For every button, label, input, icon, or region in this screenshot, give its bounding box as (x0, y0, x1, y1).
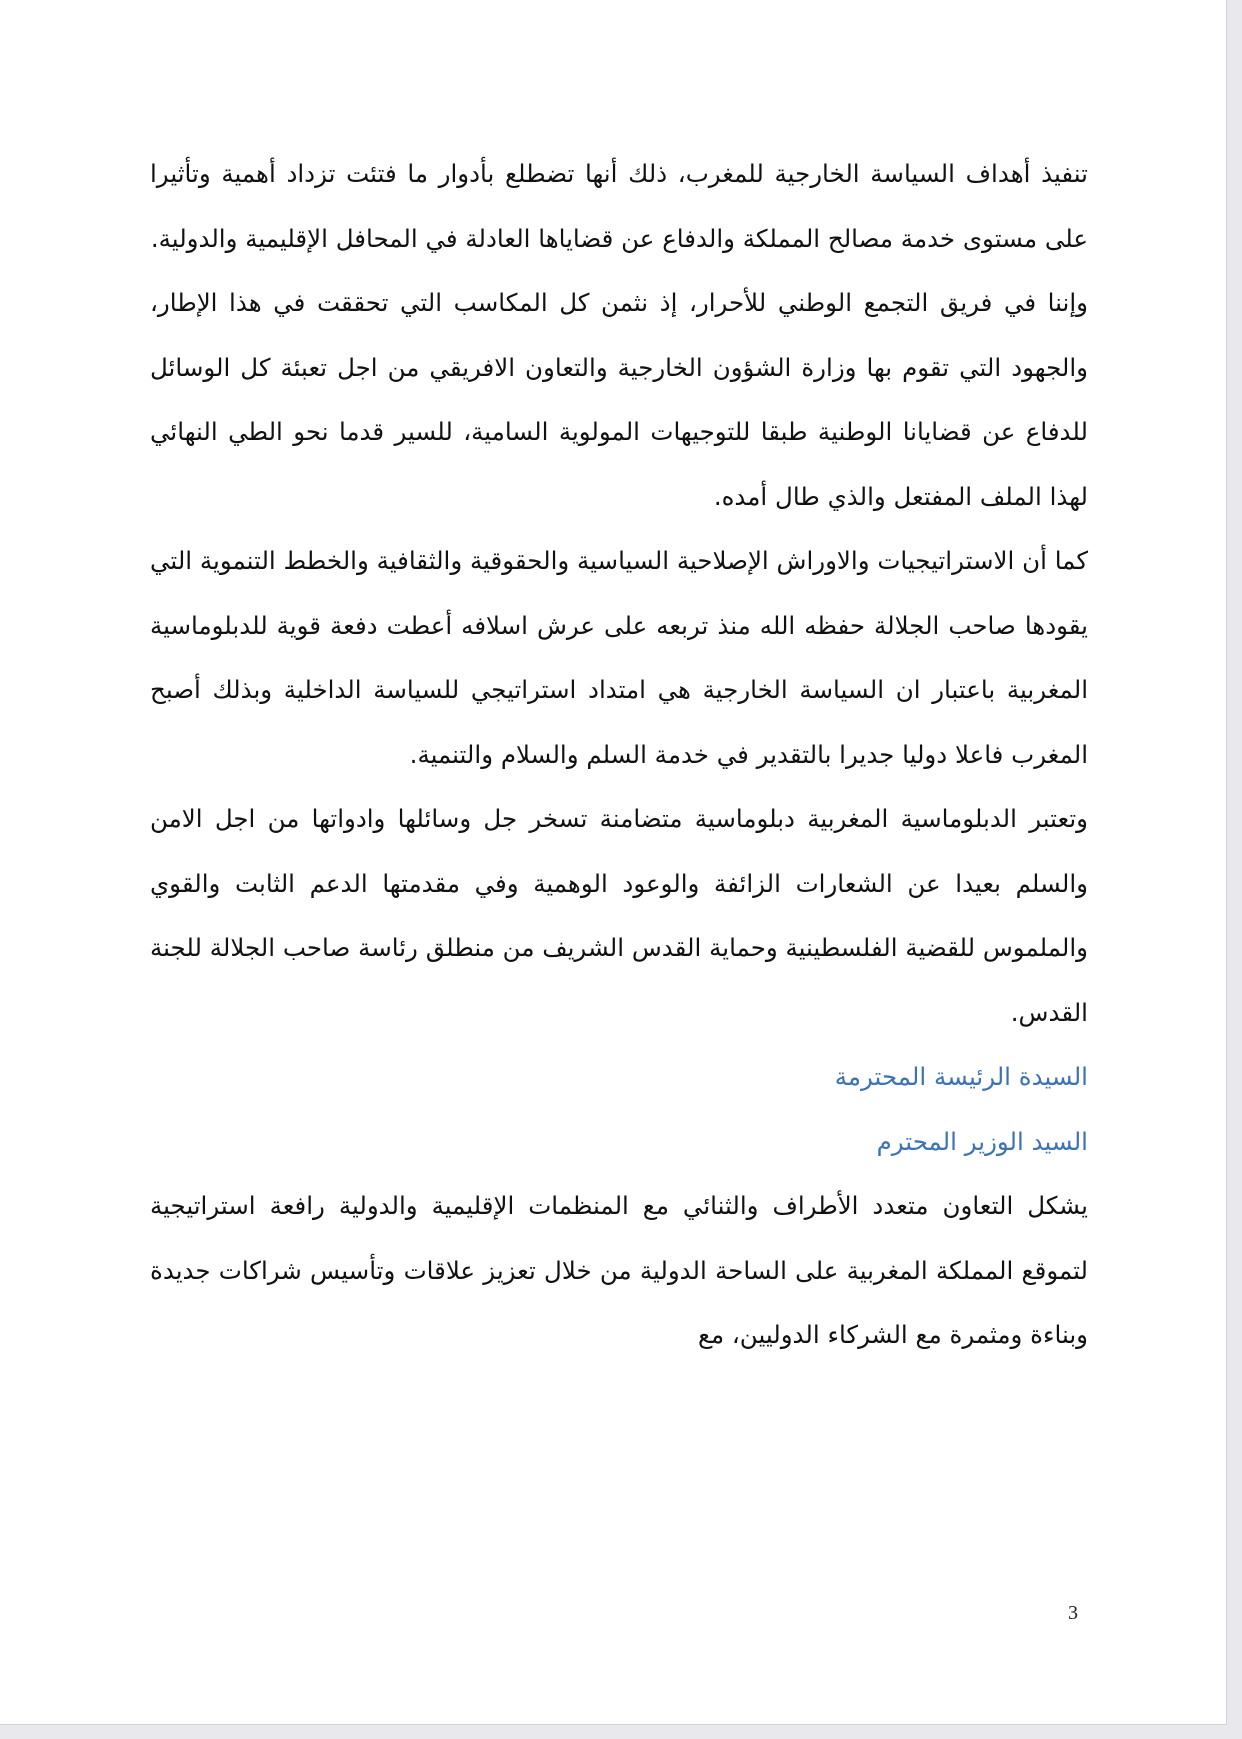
document-body (150, 142, 1088, 1368)
paragraph-multilateral-cooperation: يشكل التعاون متعدد الأطراف والثنائي مع المنظمات الإقليمية والدولية رافعة استراتيجية لتموقع المملكة المغربية على الساحة الدولية من خلال تعزيز علاقات وتأسيس شراكات جديدة وبناءة ومثمرة مع الشركاء الدوليين، مع (150, 1191, 1088, 1349)
paragraph-foreign-policy-goals: تنفيذ أهداف السياسة الخارجية للمغرب، ذلك أنها تضطلع بأدوار ما فتئت تزداد أهمية وتأثيرا على مستوى خدمة مصالح المملكة والدفاع عن قضاياها العادلة في المحافل الإقليمية والدولية. (150, 159, 1088, 253)
paragraph-rni-team: وإننا في فريق التجمع الوطني للأحرار، إذ نثمن كل المكاسب التي تحققت في هذا الإطار، والجهود التي تقوم بها وزارة الشؤون الخارجية والتعاون الافريقي من اجل تعبئة كل الوسائل للدفاع عن قضايانا الوطنية طبقا للتوجيهات المولوية السامية، للسير قدما نحو الطي النهائي لهذا الملف المفتعل والذي طال أمده. (150, 288, 1088, 511)
heading-mr-minister: السيد الوزير المحترم (876, 1126, 1088, 1156)
paragraph-solidarity-diplomacy: وتعتبر الدبلوماسية المغربية دبلوماسية متضامنة تسخر جل وسائلها وادواتها من اجل الامن والسلم بعيدا عن الشعارات الزائفة والوعود الوهمية وفي مقدمتها الدعم الثابت والقوي والملموس للقضية الفلسطينية وحماية القدس الشريف من منطلق رئاسة صاحب الجلالة للجنة القدس. (150, 804, 1088, 1027)
paragraph-strategies: كما أن الاستراتيجيات والاوراش الإصلاحية السياسية والحقوقية والثقافية والخطط التنموية التي يقودها صاحب الجلالة حفظه الله منذ تربعه على عرش اسلافه أعطت دفعة قوية للدبلوماسية المغربية باعتبار ان السياسة الخارجية هي امتداد استراتيجي للسياسة الداخلية وبذلك أصبح المغرب فاعلا دوليا جديرا بالتقدير في خدمة السلم والسلام والتنمية. (150, 546, 1088, 769)
heading-madam-president: السيدة الرئيسة المحترمة (834, 1062, 1088, 1091)
page-number: 3 (1068, 1602, 1078, 1624)
